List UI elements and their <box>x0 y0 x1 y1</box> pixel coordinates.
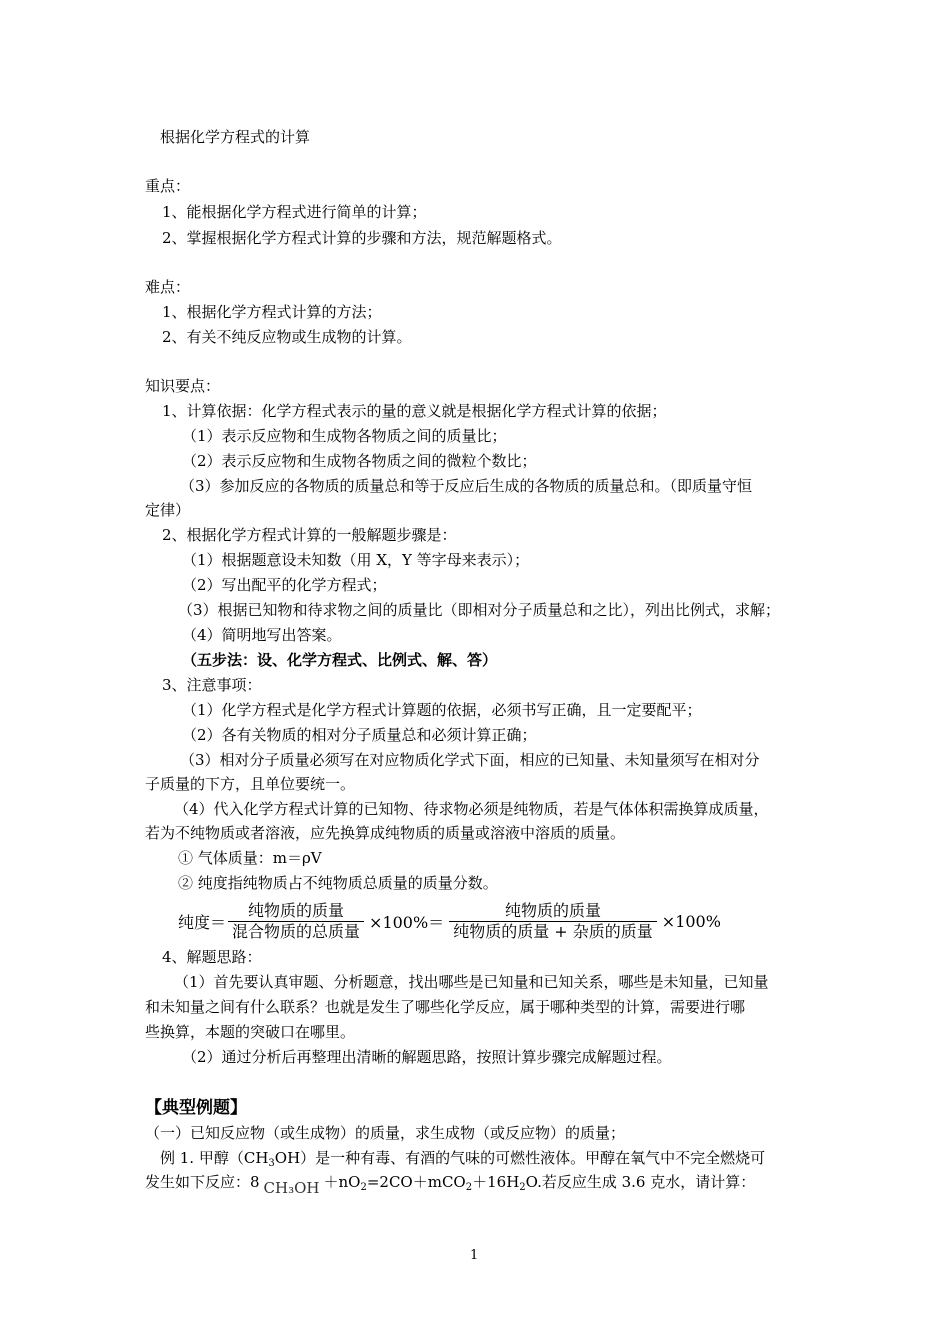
example-1-line-2 <box>145 1171 755 1199</box>
knowledge-4-2: （2）通过分析后再整理出清晰的解题思路，按照计算步骤完成解题过程。 <box>182 1048 672 1066</box>
knowledge-1: 1、计算依据：化学方程式表示的量的意义就是根据化学方程式计算的依据； <box>162 402 667 420</box>
knowledge-3-2: （2）各有关物质的相对分子质量总和必须计算正确； <box>182 726 537 744</box>
ex1-b-s3: 2 <box>519 1182 526 1193</box>
formula-lhs: 纯度＝ <box>178 912 227 932</box>
ex1-b-pre: 发生如下反应：8 <box>145 1173 260 1191</box>
ex1-a-sub: 3 <box>268 1158 275 1169</box>
ex1-b-s2: 2 <box>465 1182 473 1193</box>
knowledge-2-4: （4）简明地写出答案。 <box>182 626 342 644</box>
ex1-b-mid: ＋nO <box>323 1173 361 1191</box>
difficulty-2: 2、有关不纯反应物或生成物的计算。 <box>162 328 412 346</box>
fraction-2 <box>449 901 657 942</box>
knowledge-2-2: （2）写出配平的化学方程式； <box>182 576 387 594</box>
methanol-formula: CH₃OH <box>263 1179 320 1197</box>
five-step-method: （五步法：设、化学方程式、比例式、解、答） <box>182 651 498 669</box>
knowledge-4-1a: （1）首先要认真审题、分析题意，找出哪些是已知量和已知关系，哪些是未知量，已知量 <box>174 973 769 991</box>
fraction-2-denominator: 纯物质的质量 + 杂质的质量 <box>449 921 657 942</box>
examples-heading: 【典型例题】 <box>145 1098 247 1118</box>
knowledge-1-3a: （3）参加反应的各物质的质量总和等于反应后生成的各物质的质量总和。（即质量守恒 <box>180 477 753 495</box>
fraction-1-denominator: 混合物质的总质量 <box>228 921 364 942</box>
formula-mid: ×100%＝ <box>369 912 445 932</box>
knowledge-1-2: （2）表示反应物和生成物各物质之间的微粒个数比； <box>182 452 537 470</box>
knowledge-3-4b: 若为不纯物质或者溶液，应先换算成纯物质的质量或溶液中溶质的质量。 <box>145 824 626 842</box>
key-point-2: 2、掌握根据化学方程式计算的步骤和方法，规范解题格式。 <box>162 229 562 247</box>
key-point-1: 1、能根据化学方程式进行简单的计算； <box>162 203 427 221</box>
key-points-heading: 重点： <box>145 177 191 195</box>
knowledge-3-3b: 子质量的下方，且单位要统一。 <box>145 775 356 793</box>
knowledge-2-1: （1）根据题意设未知数（用 X，Y 等字母来表示）； <box>182 551 530 569</box>
difficulty-heading: 难点： <box>145 278 191 296</box>
ex1-b-mid2: =2CO＋mCO <box>366 1173 466 1191</box>
knowledge-2: 2、根据化学方程式计算的一般解题步骤是： <box>162 526 457 544</box>
knowledge-3: 3、注意事项： <box>162 676 262 694</box>
knowledge-2-3: （3）根据已知物和待求物之间的质量比（即相对分子质量总和之比），列出比例式，求解； <box>178 601 781 619</box>
knowledge-1-1: （1）表示反应物和生成物各物质之间的质量比； <box>182 427 507 445</box>
ex1-a-pre: 例 1. 甲醇（CH <box>160 1149 269 1167</box>
purity-definition: ② 纯度指纯物质占不纯物质总质量的质量分数。 <box>178 874 498 892</box>
knowledge-1-3b: 定律） <box>145 501 191 519</box>
knowledge-4: 4、解题思路： <box>162 948 262 966</box>
page-number: 1 <box>470 1248 479 1263</box>
knowledge-3-1: （1）化学方程式是化学方程式计算题的依据，必须书写正确，且一定要配平； <box>182 701 702 719</box>
difficulty-1: 1、根据化学方程式计算的方法； <box>162 303 382 321</box>
gas-mass-formula: ① 气体质量：m＝ρV <box>178 849 322 867</box>
purity-formula <box>178 898 724 944</box>
ex1-a-post: OH）是一种有毒、有酒的气味的可燃性液体。甲醇在氧气中不完全燃烧可 <box>274 1149 766 1167</box>
fraction-1 <box>228 901 364 942</box>
knowledge-3-3a: （3）相对分子质量必须写在对应物质化学式下面，相应的已知量、未知量须写在相对分 <box>180 751 760 769</box>
example-category-1: （一）已知反应物（或生成物）的质量，求生成物（或反应物）的质量； <box>145 1124 626 1142</box>
doc-title: 根据化学方程式的计算 <box>160 128 311 146</box>
ex1-b-s1: 2 <box>360 1182 367 1193</box>
knowledge-4-1b: 和未知量之间有什么联系？也就是发生了哪些化学反应，属于哪种类型的计算，需要进行哪 <box>145 998 746 1016</box>
ex1-b-post: O.若反应生成 3.6 克水，请计算： <box>525 1173 756 1191</box>
formula-end: ×100% <box>661 911 721 931</box>
knowledge-heading: 知识要点： <box>145 377 221 395</box>
ex1-b-mid3: ＋16H <box>472 1173 520 1191</box>
knowledge-4-1c: 些换算，本题的突破口在哪里。 <box>145 1023 356 1041</box>
knowledge-3-4a: （4）代入化学方程式计算的已知物、待求物必须是纯物质，若是气体体积需换算成质量， <box>174 800 769 818</box>
fraction-1-numerator: 纯物质的质量 <box>248 900 345 920</box>
fraction-2-numerator: 纯物质的质量 <box>504 900 601 920</box>
